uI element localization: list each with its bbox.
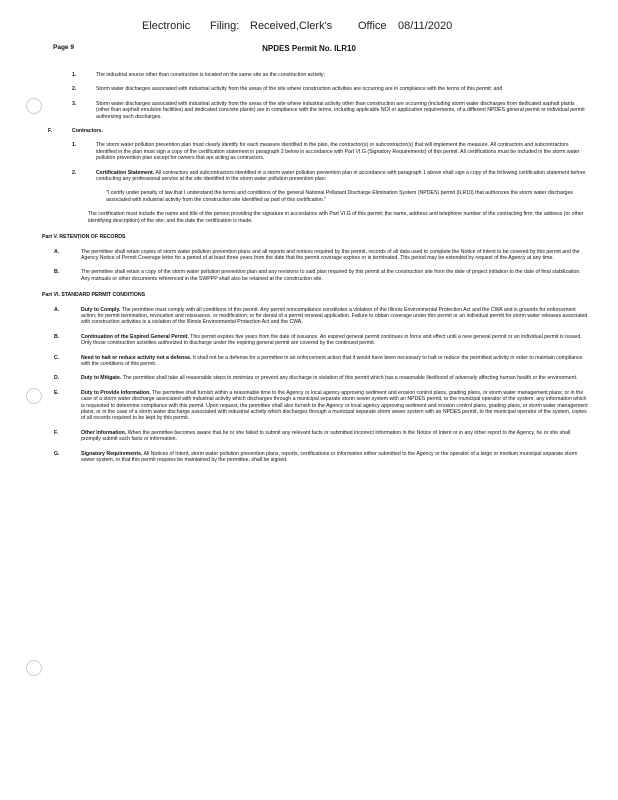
item-text: The permittee shall retain copies of storm water pollution prevention plans and all reports and notices required by this permit, records of all data used to complete the Notice of Intent to be covered by this permit and the Agency Notice of Permit Coverage letter for a period of at least three years from the date that the permit coverage expires or is terminated. This period may be extended by request of the Agency at any time. bbox=[81, 248, 580, 261]
item-lead: Other Information. bbox=[81, 429, 127, 436]
list-item bbox=[48, 307, 588, 326]
item-letter: A. bbox=[54, 306, 60, 313]
item-letter: E. bbox=[54, 389, 59, 396]
item-number: 3. bbox=[72, 100, 77, 107]
list-item bbox=[48, 170, 588, 183]
item-letter: A. bbox=[54, 248, 60, 255]
item-number: 2. bbox=[72, 86, 77, 93]
item-text: Storm water discharges associated with industrial activity from the areas of the site where construction activities are occurring are in compliance with the terms of this permit; and bbox=[96, 86, 503, 93]
filing-date: 08/11/2020 bbox=[398, 20, 453, 32]
item-lead: Signatory Requirements. bbox=[81, 450, 143, 457]
filing-label: Filing: bbox=[210, 20, 240, 32]
part-v-heading: Part V. RETENTION OF RECORDS bbox=[42, 234, 126, 241]
filing-office: Office bbox=[358, 20, 387, 32]
item-text bbox=[81, 375, 588, 381]
list-item bbox=[48, 249, 588, 262]
item-lead: Duty to Mitigate. bbox=[81, 375, 122, 382]
list-item bbox=[48, 430, 588, 443]
document-body bbox=[42, 72, 588, 471]
item-number: 1. bbox=[72, 142, 77, 149]
item-body: This permit expires five years from the date of issuance. An expired general permit continues in force and effect until a new general permit or an individual permit is issued. Only those construction activities authorized to discharge under the expiring general permit are covered by the continued permit. bbox=[81, 333, 582, 347]
section-title: Contractors. bbox=[72, 128, 103, 135]
section-heading bbox=[48, 128, 588, 134]
item-lead: Duty to Provide Information. bbox=[81, 389, 151, 396]
punch-hole bbox=[26, 388, 42, 404]
item-text bbox=[96, 170, 588, 183]
item-lead: Duty to Comply. bbox=[81, 306, 121, 313]
item-body: The permittee shall take all reasonable steps to minimize or prevent any discharge in violation of this permit which has a reasonable likelihood of adversely affecting human health or the environment. bbox=[122, 375, 578, 382]
item-text: The permittee shall retain a copy of the storm water pollution prevention plan and any revisions to said plan required by this permit at the construction site from the date of project initiation to the date of final stabilization. Any manuals or other documents referenced in the SWPPP shall also be retained at the construction site. bbox=[81, 269, 581, 282]
list-item bbox=[48, 269, 588, 282]
item-text: The industrial source other than construction is located on the same site as the construction activity; bbox=[96, 72, 325, 78]
item-text: The storm water pollution prevention plan must clearly identify for each measure identified in the plan, the contractor(s) or subcontractor(s) that will implement the measure. All contractors and subcontractors identified in the plan must sign a copy of the certification statement in paragraph 2 below in accordance with Part VI.G (Signatory Requirements) of this permit. All certifications must be included in the storm water pollution prevention plan except for owners that are acting as contractors. bbox=[96, 142, 580, 162]
item-number: 1. bbox=[72, 72, 77, 78]
item-letter: G. bbox=[54, 450, 60, 457]
item-text bbox=[81, 334, 588, 347]
item-body: All Notices of Intent, storm water pollution prevention plans, reports, certifications or information either submitted to the Agency or the operator of a large or medium municipal separate storm sewer system, or that this permit requires be maintained by the permittee, shall be signed. bbox=[81, 450, 578, 464]
list-item bbox=[48, 86, 588, 92]
item-text bbox=[81, 355, 588, 368]
filing-received: Received,Clerk's bbox=[250, 20, 333, 32]
list-item bbox=[48, 142, 588, 161]
item-body: The permittee shall furnish within a reasonable time to the Agency or local agency approving sediment and erosion control plans, grading plans, or storm water management plans; or in the case of a storm water discharge associated with industrial activity which discharges through a municipal separate storm sewer system with an NPDES permit, to the municipal operator of the system, any information which is requested to determine compliance with this permit. Upon request, the permittee shall also furnish to the Agency or local agency approving sediment and erosion control plans, grading plans, or storm water management plans; or in the case of a storm water discharge associated with industrial activity which discharges through a municipal separate storm sewer system with an NPDES permit, to the municipal operator of the system, copies of all records required to be kept by this permit. bbox=[81, 389, 588, 422]
list-item bbox=[48, 375, 588, 381]
page-number: Page 9 bbox=[53, 44, 74, 51]
certification-quote: "I certify under penalty of law that I understand the terms and conditions of the general National Pollutant Discharge Elimination System (NPDES) permit (ILR10) that authorizes the storm water discharges associated with industrial activity from the construction site identified as part of this certification." bbox=[106, 190, 573, 203]
item-body: All contractors and subcontractors identified in a storm water pollution prevention plan in accordance with paragraph 1 above shall sign a copy of the following certification statement before conducting any professional service at the site identified in the storm water pollution prevention plan: bbox=[96, 169, 586, 183]
item-letter: B. bbox=[54, 269, 60, 276]
item-text bbox=[81, 451, 588, 464]
item-lead: Continuation of the Expired General Permit. bbox=[81, 333, 189, 340]
punch-hole bbox=[26, 98, 42, 114]
section-letter: F. bbox=[48, 128, 53, 135]
list-item bbox=[48, 72, 588, 78]
item-letter: C. bbox=[54, 354, 60, 361]
list-item bbox=[48, 355, 588, 368]
item-text bbox=[81, 430, 588, 443]
item-letter: F. bbox=[54, 429, 59, 436]
item-lead: Certification Statement. bbox=[96, 169, 155, 176]
item-body: When the permittee becomes aware that he or she failed to submit any relevant facts or submitted incorrect information in the Notice of Intent or in any other report to the Agency, he or she shall promptly submit such facts or information. bbox=[81, 429, 571, 443]
list-item bbox=[48, 334, 588, 347]
item-body: The permittee must comply with all conditions of this permit. Any permit noncompliance constitutes a violation of the Illinois Environmental Protection Act and the CWA and is grounds for enforcement action; for permit termination, revocation and reissuance, or modification; or for denial of a permit renewal application. Failure to obtain coverage under this permit or an individual permit for storm water releases associated with construction activities is a violation of the Illinois Environmental Protection Act and the CWA. bbox=[81, 306, 588, 326]
item-text bbox=[81, 307, 588, 326]
list-item bbox=[48, 451, 588, 464]
filing-electronic: Electronic bbox=[142, 20, 191, 32]
item-text bbox=[81, 390, 588, 422]
item-letter: D. bbox=[54, 375, 60, 382]
punch-hole bbox=[26, 660, 42, 676]
part-vi-heading: Part VI. STANDARD PERMIT CONDITIONS bbox=[42, 292, 146, 299]
item-letter: B. bbox=[54, 333, 60, 340]
item-lead: Need to halt or reduce activity not a defense. bbox=[81, 354, 192, 361]
list-item bbox=[48, 390, 588, 422]
permit-title: NPDES Permit No. ILR10 bbox=[262, 44, 356, 53]
item-text: Storm water discharges associated with industrial activity from the areas of the site where industrial activity other than construction are occurring (including storm water discharges from dedicated asphalt plants (other than asphalt emulsion facilities) and dedicated concrete plants) are in compliance with the terms, including applicable NOI or application requirements, of a different NPDES general permit or individual permit authorizing such discharges. bbox=[96, 100, 585, 120]
item-body: It shall not be a defense for a permittee in an enforcement action that it would have been necessary to halt or reduce the permitted activity in order to maintain compliance with the conditions of this permit. bbox=[81, 354, 583, 367]
item-number: 2. bbox=[72, 169, 77, 176]
list-item bbox=[48, 101, 588, 120]
certification-tail: The certification must include the name and title of the person providing the signature in accordance with Part VI.G of this permit; the name, address and telephone number of the contracting firm; the address (or other identifying description) of the site; and the date the certification is made. bbox=[88, 211, 584, 224]
